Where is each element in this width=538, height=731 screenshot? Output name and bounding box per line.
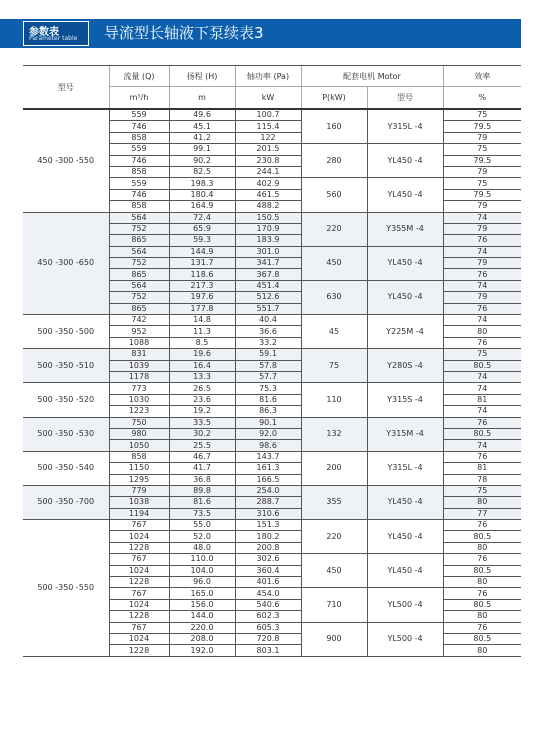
- power-cell: 803.1: [235, 645, 301, 656]
- head-cell: 48.0: [169, 542, 235, 553]
- power-cell: 98.6: [235, 440, 301, 451]
- efficiency-cell: 79.5: [443, 121, 521, 132]
- motor-model-cell: Y315M -4: [367, 417, 443, 451]
- badge-subtitle: Parameter table: [29, 35, 78, 42]
- efficiency-cell: 80: [443, 542, 521, 553]
- motor-model-cell: Y355M -4: [367, 212, 443, 246]
- motor-power-cell: 132: [301, 417, 367, 451]
- head-cell: 8.5: [169, 337, 235, 348]
- table-body: [23, 109, 521, 656]
- head-cell: 14.8: [169, 315, 235, 326]
- pump-model-cell: 500 -350 -530: [23, 417, 109, 451]
- power-cell: 360.4: [235, 565, 301, 576]
- efficiency-cell: 80: [443, 611, 521, 622]
- head-cell: 55.0: [169, 520, 235, 531]
- power-cell: 605.3: [235, 622, 301, 633]
- head-cell: 13.3: [169, 371, 235, 382]
- power-cell: 341.7: [235, 258, 301, 269]
- head-cell: 165.0: [169, 588, 235, 599]
- efficiency-cell: 74: [443, 440, 521, 451]
- head-cell: 197.6: [169, 292, 235, 303]
- flow-cell: 767: [109, 520, 169, 531]
- efficiency-cell: 79: [443, 292, 521, 303]
- flow-cell: 559: [109, 178, 169, 189]
- power-cell: 461.5: [235, 189, 301, 200]
- motor-power-cell: 450: [301, 246, 367, 280]
- head-cell: 99.1: [169, 144, 235, 155]
- section-badge: [23, 21, 89, 46]
- power-cell: 302.6: [235, 554, 301, 565]
- efficiency-cell: 76: [443, 520, 521, 531]
- flow-cell: 1024: [109, 565, 169, 576]
- motor-power-cell: 450: [301, 554, 367, 588]
- flow-cell: 858: [109, 166, 169, 177]
- motor-model-cell: Y225M -4: [367, 315, 443, 349]
- efficiency-cell: 75: [443, 178, 521, 189]
- power-cell: 40.4: [235, 315, 301, 326]
- power-cell: 301.0: [235, 246, 301, 257]
- flow-cell: 767: [109, 622, 169, 633]
- flow-cell: 831: [109, 349, 169, 360]
- power-cell: 151.3: [235, 520, 301, 531]
- power-cell: 540.6: [235, 599, 301, 610]
- flow-cell: 564: [109, 212, 169, 223]
- head-cell: 11.3: [169, 326, 235, 337]
- flow-cell: 559: [109, 144, 169, 155]
- head-cell: 25.5: [169, 440, 235, 451]
- motor-power-cell: 560: [301, 178, 367, 212]
- head-cell: 52.0: [169, 531, 235, 542]
- power-cell: 310.6: [235, 508, 301, 519]
- head-cell: 177.8: [169, 303, 235, 314]
- motor-model-cell: Y315L -4: [367, 109, 443, 144]
- power-cell: 454.0: [235, 588, 301, 599]
- efficiency-cell: 74: [443, 280, 521, 291]
- head-cell: 46.7: [169, 451, 235, 462]
- head-cell: 164.9: [169, 201, 235, 212]
- efficiency-cell: 74: [443, 383, 521, 394]
- pump-parameter-table: [23, 65, 521, 657]
- efficiency-cell: 75: [443, 109, 521, 121]
- head-cell: 156.0: [169, 599, 235, 610]
- flow-cell: 1039: [109, 360, 169, 371]
- efficiency-cell: 74: [443, 371, 521, 382]
- flow-cell: 746: [109, 155, 169, 166]
- head-cell: 208.0: [169, 633, 235, 644]
- flow-cell: 564: [109, 280, 169, 291]
- motor-power-cell: 710: [301, 588, 367, 622]
- pump-model-cell: 450 -300 -550: [23, 109, 109, 212]
- col-motor-model: 型号: [367, 87, 443, 110]
- head-cell: 41.2: [169, 132, 235, 143]
- efficiency-cell: 76: [443, 554, 521, 565]
- table-row: [23, 212, 521, 223]
- table-row: [23, 383, 521, 394]
- motor-model-cell: Y315S -4: [367, 383, 443, 417]
- power-cell: 143.7: [235, 451, 301, 462]
- efficiency-cell: 81: [443, 394, 521, 405]
- flow-cell: 752: [109, 223, 169, 234]
- flow-cell: 1178: [109, 371, 169, 382]
- flow-cell: 1228: [109, 542, 169, 553]
- flow-cell: 750: [109, 417, 169, 428]
- flow-cell: 1088: [109, 337, 169, 348]
- flow-cell: 1024: [109, 531, 169, 542]
- efficiency-cell: 80.5: [443, 360, 521, 371]
- motor-power-cell: 220: [301, 520, 367, 554]
- motor-model-cell: YL500 -4: [367, 588, 443, 622]
- flow-cell: 865: [109, 269, 169, 280]
- col-motor-p: P(kW): [301, 87, 367, 110]
- pump-model-cell: 450 -300 -650: [23, 212, 109, 315]
- head-cell: 144.0: [169, 611, 235, 622]
- efficiency-cell: 76: [443, 451, 521, 462]
- motor-model-cell: YL500 -4: [367, 622, 443, 656]
- head-cell: 96.0: [169, 577, 235, 588]
- flow-cell: 752: [109, 292, 169, 303]
- head-cell: 110.0: [169, 554, 235, 565]
- head-cell: 49.6: [169, 109, 235, 121]
- head-cell: 89.8: [169, 485, 235, 496]
- head-cell: 82.5: [169, 166, 235, 177]
- efficiency-cell: 80.5: [443, 565, 521, 576]
- table-row: [23, 417, 521, 428]
- head-cell: 41.7: [169, 463, 235, 474]
- efficiency-cell: 74: [443, 212, 521, 223]
- flow-cell: 1030: [109, 394, 169, 405]
- motor-model-cell: YL450 -4: [367, 246, 443, 280]
- flow-cell: 752: [109, 258, 169, 269]
- motor-model-cell: YL450 -4: [367, 554, 443, 588]
- flow-cell: 767: [109, 554, 169, 565]
- efficiency-cell: 80: [443, 577, 521, 588]
- efficiency-cell: 79: [443, 258, 521, 269]
- head-cell: 30.2: [169, 428, 235, 439]
- col-head-unit: m: [169, 87, 235, 110]
- power-cell: 57.8: [235, 360, 301, 371]
- col-flow: 流量 (Q): [109, 66, 169, 87]
- table-row: [23, 485, 521, 496]
- motor-model-cell: YL450 -4: [367, 280, 443, 314]
- flow-cell: 767: [109, 588, 169, 599]
- power-cell: 86.3: [235, 406, 301, 417]
- power-cell: 402.9: [235, 178, 301, 189]
- col-model: 型号: [23, 66, 109, 110]
- power-cell: 602.3: [235, 611, 301, 622]
- flow-cell: 1194: [109, 508, 169, 519]
- efficiency-cell: 79: [443, 201, 521, 212]
- col-flow-unit: m³/h: [109, 87, 169, 110]
- efficiency-cell: 75: [443, 144, 521, 155]
- power-cell: 100.7: [235, 109, 301, 121]
- pump-model-cell: 500 -350 -510: [23, 349, 109, 383]
- pump-model-cell: 500 -350 -500: [23, 315, 109, 349]
- motor-model-cell: Y280S -4: [367, 349, 443, 383]
- flow-cell: 952: [109, 326, 169, 337]
- head-cell: 16.4: [169, 360, 235, 371]
- efficiency-cell: 76: [443, 337, 521, 348]
- flow-cell: 1050: [109, 440, 169, 451]
- head-cell: 192.0: [169, 645, 235, 656]
- badge-title: 参数表: [29, 27, 59, 38]
- pump-model-cell: 500 -350 -700: [23, 485, 109, 519]
- flow-cell: 865: [109, 303, 169, 314]
- head-cell: 65.9: [169, 223, 235, 234]
- flow-cell: 858: [109, 132, 169, 143]
- power-cell: 81.6: [235, 394, 301, 405]
- table-row: [23, 451, 521, 462]
- efficiency-cell: 76: [443, 622, 521, 633]
- flow-cell: 1024: [109, 599, 169, 610]
- efficiency-cell: 80: [443, 645, 521, 656]
- motor-power-cell: 110: [301, 383, 367, 417]
- efficiency-cell: 77: [443, 508, 521, 519]
- power-cell: 161.3: [235, 463, 301, 474]
- power-cell: 166.5: [235, 474, 301, 485]
- motor-model-cell: YL450 -4: [367, 485, 443, 519]
- efficiency-cell: 76: [443, 303, 521, 314]
- flow-cell: 1228: [109, 645, 169, 656]
- efficiency-cell: 80.5: [443, 599, 521, 610]
- head-cell: 36.8: [169, 474, 235, 485]
- efficiency-cell: 78: [443, 474, 521, 485]
- head-cell: 118.6: [169, 269, 235, 280]
- efficiency-cell: 79: [443, 166, 521, 177]
- flow-cell: 1223: [109, 406, 169, 417]
- head-cell: 72.4: [169, 212, 235, 223]
- head-cell: 144.9: [169, 246, 235, 257]
- power-cell: 230.8: [235, 155, 301, 166]
- motor-power-cell: 900: [301, 622, 367, 656]
- power-cell: 488.2: [235, 201, 301, 212]
- flow-cell: 1024: [109, 633, 169, 644]
- power-cell: 288.7: [235, 497, 301, 508]
- motor-power-cell: 75: [301, 349, 367, 383]
- col-motor: 配套电机 Motor: [301, 66, 443, 87]
- head-cell: 180.4: [169, 189, 235, 200]
- col-eff-unit: %: [443, 87, 521, 110]
- head-cell: 45.1: [169, 121, 235, 132]
- table-row: [23, 315, 521, 326]
- flow-cell: 773: [109, 383, 169, 394]
- motor-power-cell: 160: [301, 109, 367, 144]
- power-cell: 150.5: [235, 212, 301, 223]
- head-cell: 131.7: [169, 258, 235, 269]
- flow-cell: 746: [109, 121, 169, 132]
- motor-model-cell: YL450 -4: [367, 178, 443, 212]
- power-cell: 201.5: [235, 144, 301, 155]
- flow-cell: 746: [109, 189, 169, 200]
- motor-power-cell: 630: [301, 280, 367, 314]
- power-cell: 36.6: [235, 326, 301, 337]
- flow-cell: 1295: [109, 474, 169, 485]
- col-head: 扬程 (H): [169, 66, 235, 87]
- efficiency-cell: 80: [443, 326, 521, 337]
- power-cell: 551.7: [235, 303, 301, 314]
- efficiency-cell: 75: [443, 485, 521, 496]
- head-cell: 104.0: [169, 565, 235, 576]
- flow-cell: 1228: [109, 611, 169, 622]
- motor-power-cell: 280: [301, 144, 367, 178]
- head-cell: 198.3: [169, 178, 235, 189]
- power-cell: 254.0: [235, 485, 301, 496]
- table-row: [23, 109, 521, 121]
- power-cell: 200.8: [235, 542, 301, 553]
- head-cell: 59.3: [169, 235, 235, 246]
- power-cell: 367.8: [235, 269, 301, 280]
- efficiency-cell: 80.5: [443, 531, 521, 542]
- power-cell: 183.9: [235, 235, 301, 246]
- power-cell: 90.1: [235, 417, 301, 428]
- motor-model-cell: YL450 -4: [367, 144, 443, 178]
- motor-power-cell: 220: [301, 212, 367, 246]
- motor-power-cell: 45: [301, 315, 367, 349]
- pump-model-cell: 500 -350 -520: [23, 383, 109, 417]
- flow-cell: 564: [109, 246, 169, 257]
- motor-model-cell: Y315L -4: [367, 451, 443, 485]
- power-cell: 59.1: [235, 349, 301, 360]
- efficiency-cell: 74: [443, 315, 521, 326]
- flow-cell: 779: [109, 485, 169, 496]
- head-cell: 73.5: [169, 508, 235, 519]
- power-cell: 720.8: [235, 633, 301, 644]
- power-cell: 451.4: [235, 280, 301, 291]
- efficiency-cell: 80.5: [443, 633, 521, 644]
- power-cell: 33.2: [235, 337, 301, 348]
- page-title: 导流型长轴液下泵续表3: [104, 24, 264, 42]
- table-row: [23, 520, 521, 531]
- col-power-unit: kW: [235, 87, 301, 110]
- flow-cell: 980: [109, 428, 169, 439]
- motor-model-cell: YL450 -4: [367, 520, 443, 554]
- power-cell: 57.7: [235, 371, 301, 382]
- efficiency-cell: 80.5: [443, 428, 521, 439]
- efficiency-cell: 76: [443, 269, 521, 280]
- power-cell: 122: [235, 132, 301, 143]
- efficiency-cell: 79.5: [443, 155, 521, 166]
- efficiency-cell: 79: [443, 223, 521, 234]
- head-cell: 81.6: [169, 497, 235, 508]
- efficiency-cell: 74: [443, 406, 521, 417]
- power-cell: 115.4: [235, 121, 301, 132]
- power-cell: 75.3: [235, 383, 301, 394]
- col-power: 轴功率 (Pa): [235, 66, 301, 87]
- power-cell: 180.2: [235, 531, 301, 542]
- efficiency-cell: 80: [443, 497, 521, 508]
- flow-cell: 858: [109, 451, 169, 462]
- flow-cell: 559: [109, 109, 169, 121]
- flow-cell: 1150: [109, 463, 169, 474]
- table-row: [23, 349, 521, 360]
- power-cell: 92.0: [235, 428, 301, 439]
- flow-cell: 1228: [109, 577, 169, 588]
- pump-model-cell: 500 -350 -540: [23, 451, 109, 485]
- efficiency-cell: 81: [443, 463, 521, 474]
- motor-power-cell: 200: [301, 451, 367, 485]
- power-cell: 170.9: [235, 223, 301, 234]
- head-cell: 217.3: [169, 280, 235, 291]
- efficiency-cell: 75: [443, 349, 521, 360]
- efficiency-cell: 79: [443, 132, 521, 143]
- flow-cell: 858: [109, 201, 169, 212]
- head-cell: 19.2: [169, 406, 235, 417]
- flow-cell: 865: [109, 235, 169, 246]
- efficiency-cell: 79.5: [443, 189, 521, 200]
- head-cell: 19.6: [169, 349, 235, 360]
- efficiency-cell: 76: [443, 417, 521, 428]
- flow-cell: 742: [109, 315, 169, 326]
- head-cell: 90.2: [169, 155, 235, 166]
- flow-cell: 1038: [109, 497, 169, 508]
- head-cell: 26.5: [169, 383, 235, 394]
- efficiency-cell: 76: [443, 235, 521, 246]
- pump-model-cell: 500 -350 -550: [23, 520, 109, 657]
- efficiency-cell: 74: [443, 246, 521, 257]
- col-eff: 效率: [443, 66, 521, 87]
- head-cell: 220.0: [169, 622, 235, 633]
- head-cell: 23.6: [169, 394, 235, 405]
- head-cell: 33.5: [169, 417, 235, 428]
- power-cell: 401.6: [235, 577, 301, 588]
- motor-power-cell: 355: [301, 485, 367, 519]
- power-cell: 512.6: [235, 292, 301, 303]
- power-cell: 244.1: [235, 166, 301, 177]
- efficiency-cell: 76: [443, 588, 521, 599]
